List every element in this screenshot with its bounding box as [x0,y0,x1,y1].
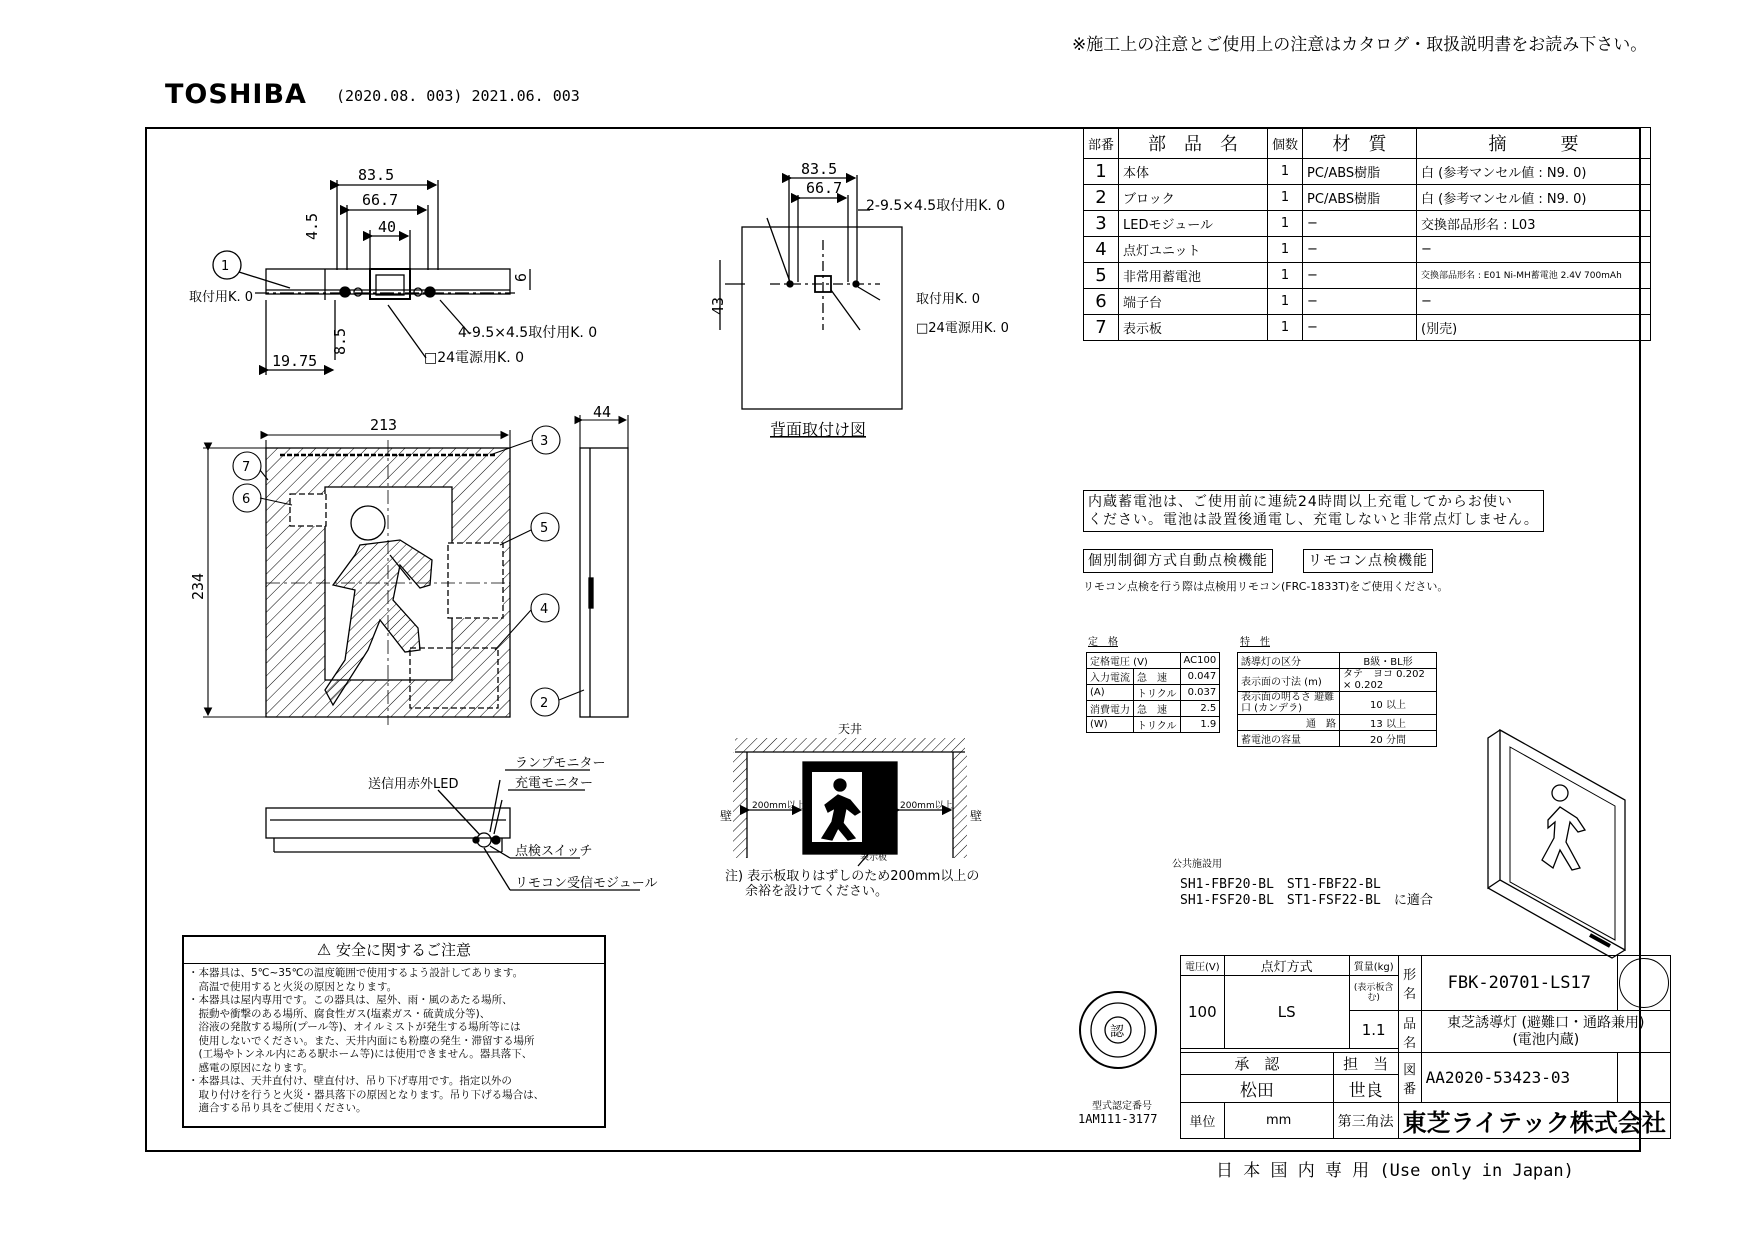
header-part-no: 部番 [1084,128,1119,159]
safety-line: ・本器具は屋内専用です。この器具は、屋外、雨・風のあたる場所、 [188,994,513,1006]
safety-line: (工場やトンネル内にある駅ホーム等)には使用できません。器具落下、 [188,1048,533,1060]
warning-icon: ⚠ [316,940,332,959]
ratings-table [1086,652,1220,733]
svg-text:□24電源用K. 0: □24電源用K. 0 [424,350,525,366]
unit-label: 単位 [1181,1103,1225,1139]
lighting-label: 点灯方式 [1224,956,1349,976]
weight-value: 1.1 [1349,1011,1398,1049]
bottom-view-body [266,808,510,838]
svg-text:43: 43 [709,296,727,315]
lighting-value: LS [1224,976,1349,1049]
svg-text:234: 234 [189,572,207,600]
unit-value: mm [1224,1103,1333,1139]
svg-text:余裕を設けてください。: 余裕を設けてください。 [745,884,889,899]
safety-notice-body [184,964,604,1119]
title-block [1180,955,1671,1139]
svg-text:天井: 天井 [838,722,863,736]
safety-line: 適合する吊り具をご使用ください。 [188,1102,367,1114]
safety-line: 取り付けを行うと火災・器具落下の原因となります。吊り下げる場合は、 [188,1088,545,1101]
characteristics-table [1237,652,1437,747]
safety-line: 振動や衝撃のある場所、腐食性ガス(塩素ガス・硫黄成分等)、 [188,1007,491,1020]
svg-text:背面取付け図: 背面取付け図 [770,420,867,439]
svg-text:7: 7 [242,460,251,475]
charge-label: 担 当 [1333,1053,1398,1075]
battery-notice [1083,490,1544,532]
safety-line: ・本器具は、5℃~35℃の温度範囲で使用するよう設計してあります。 [188,967,524,979]
safety-line: 感電の原因になります。 [188,1061,314,1074]
remote-note: リモコン点検を行う際は点検用リモコン(FRC-1833T)をご使用ください。 [1083,580,1449,593]
svg-text:2-9.5×4.5取付用K. 0: 2-9.5×4.5取付用K. 0 [866,198,1006,214]
table-row: 2 ブロック 1 PC/ABS樹脂 白 (参考マンセル値 : N9. 0) [1084,185,1651,211]
table-row: (W) トリクル 1.9 [1087,717,1220,733]
front-view [266,440,628,725]
svg-text:8.5: 8.5 [331,327,349,355]
svg-text:2: 2 [540,696,549,711]
voltage-label: 電圧(V) [1181,956,1225,976]
svg-text:4.5: 4.5 [303,212,321,240]
table-row: 5 非常用蓄電池 1 − 交換部品形名 : E01 Ni-MH蓄電池 2.4V 700mAh [1084,263,1651,289]
table-row: 1 本体 1 PC/ABS樹脂 白 (参考マンセル値 : N9. 0) [1084,159,1651,185]
svg-text:5: 5 [540,521,549,536]
ratings-title: 定 格 [1088,637,1118,648]
header-material: 材 質 [1303,128,1417,159]
certification-number: 1AM111-3177 [1078,1112,1158,1126]
public-use-line: SH1-FSF20-BL ST1-FSF22-BL に適合 [1180,893,1433,908]
svg-text:66.7: 66.7 [806,179,843,197]
top-view [213,180,530,375]
catalog-notice: ※施工上の注意とご使用上の注意はカタログ・取扱説明書をお読み下さい。 [1072,35,1648,55]
svg-text:6: 6 [512,272,530,282]
svg-text:取付用K. 0: 取付用K. 0 [916,292,981,307]
form-label: 形名 [1398,956,1421,1011]
header-part-name: 部 品 名 [1119,128,1268,159]
seal-text: 認 [1110,1024,1124,1040]
drawing-label: 図番 [1398,1053,1421,1103]
safety-line: 高温で使用すると火災の原因となります。 [188,980,398,993]
header-remarks: 摘 要 [1417,128,1651,159]
feature-auto-check: 個別制御方式自動点検機能 [1083,549,1273,573]
safety-line: 使用しないでください。また、天井内面にも粉塵の発生・滞留する場所 [188,1034,535,1047]
table-row: 表示面の明るさ 避難口 (カンデラ) 10 以上 [1238,692,1437,715]
drawing-number: AA2020-53423-03 [1421,1053,1617,1103]
svg-text:点検スイッチ: 点検スイッチ [515,844,593,859]
voltage-value: 100 [1181,976,1225,1049]
svg-text:213: 213 [370,416,398,434]
svg-text:6: 6 [242,492,251,507]
bottom-view-text [368,756,657,891]
table-row: 入力電流 急 速 0.047 [1087,669,1220,685]
svg-text:44: 44 [593,403,612,421]
safety-notice-title: 安全に関するご注意 [336,941,472,959]
svg-text:充電モニター: 充電モニター [515,776,594,791]
weight-note: (表示板含む) [1349,976,1398,1011]
parts-table [1083,127,1651,341]
svg-text:1: 1 [221,259,230,274]
table-row: (A) トリクル 0.037 [1087,685,1220,701]
table-row: 6 端子台 1 − − [1084,289,1651,315]
svg-text:19.75: 19.75 [272,352,318,370]
public-use-line: SH1-FBF20-BL ST1-FBF22-BL [1180,877,1381,892]
model-name: FBK-20701-LS17 [1421,956,1617,1011]
model-circle [1619,958,1669,1008]
table-row: 7 表示板 1 − (別売) [1084,315,1651,341]
svg-text:3: 3 [540,434,549,449]
svg-text:取付用K. 0: 取付用K. 0 [189,290,254,305]
product-perspective [1488,730,1625,958]
characteristics-title: 特 性 [1240,637,1270,648]
approver-name: 松田 [1181,1075,1334,1103]
product-name: 東芝誘導灯 (避難口・通路兼用) [1447,1014,1645,1031]
safety-notice [182,935,606,1128]
domestic-use-footer: 日 本 国 内 専 用 (Use only in Japan) [1216,1161,1574,1181]
product-name-sub: (電池内蔵) [1512,1031,1580,1048]
public-use-title: 公共施設用 [1172,859,1222,870]
revision-code: (2020.08. 003) 2021.06. 003 [336,87,580,105]
back-view-body [742,227,902,409]
header-qty: 個数 [1268,128,1303,159]
svg-text:4-9.5×4.5取付用K. 0: 4-9.5×4.5取付用K. 0 [458,325,598,341]
svg-text:66.7: 66.7 [362,191,399,209]
svg-text:表示板: 表示板 [860,853,888,863]
feature-remote-check: リモコン点検機能 [1303,549,1433,573]
svg-text:200mm以上: 200mm以上 [752,801,805,811]
product-label: 品名 [1398,1011,1421,1053]
table-row: 4 点灯ユニット 1 − − [1084,237,1651,263]
svg-text:40: 40 [378,218,397,236]
svg-text:ランプモニター: ランプモニター [515,756,606,771]
svg-text:□24電源用K. 0: □24電源用K. 0 [916,321,1009,336]
safety-line: ・本器具は、天井直付け、壁直付け、吊り下げ専用です。指定以外の [188,1075,512,1087]
svg-text:送信用赤外LED: 送信用赤外LED [368,777,459,792]
svg-text:リモコン受信モジュール: リモコン受信モジュール [515,876,658,891]
svg-text:4: 4 [540,602,549,617]
table-row: 通 路 13 以上 [1238,715,1437,731]
svg-text:壁: 壁 [970,809,983,823]
approve-label: 承 認 [1181,1053,1334,1075]
table-row: 蓄電池の容量 20 分間 [1238,731,1437,747]
battery-notice-line: ください。電池は設置後通電し、充電しないと非常点灯しません。 [1088,512,1539,528]
weight-label: 質量(kg) [1349,956,1398,976]
brand-logo: TOSHIBA [165,79,307,110]
certification-label: 型式認定番号 [1092,1101,1152,1112]
svg-text:壁: 壁 [720,809,733,823]
svg-text:83.5: 83.5 [358,166,395,184]
svg-text:83.5: 83.5 [801,160,838,178]
safety-notice-header [184,937,604,964]
svg-text:注) 表示板取りはずしのため200mm以上の: 注) 表示板取りはずしのため200mm以上の [725,869,980,884]
table-row: 誘導灯の区分 B級・BL形 [1238,653,1437,669]
table-row: 定格電圧 (V) AC100 [1087,653,1220,669]
table-row: 消費電力 急 速 2.5 [1087,701,1220,717]
table-row: 3 LEDモジュール 1 − 交換部品形名 : L03 [1084,211,1651,237]
person-name: 世良 [1333,1075,1398,1103]
projection: 第三角法 [1333,1103,1398,1139]
battery-notice-line: 内蔵蓄電池は、ご使用前に連続24時間以上充電してからお使い [1088,494,1513,510]
side-view-body [580,448,628,717]
company-name: 東芝ライテック株式会社 [1398,1103,1670,1139]
svg-text:200mm以上: 200mm以上 [900,801,953,811]
back-view-text [709,160,1009,439]
table-row: 表示面の寸法 (m) タテ ヨコ 0.202 × 0.202 [1238,669,1437,692]
safety-line: 浴液の発散する場所(プール等)、オイルミストが発生する場所等には [188,1021,521,1033]
